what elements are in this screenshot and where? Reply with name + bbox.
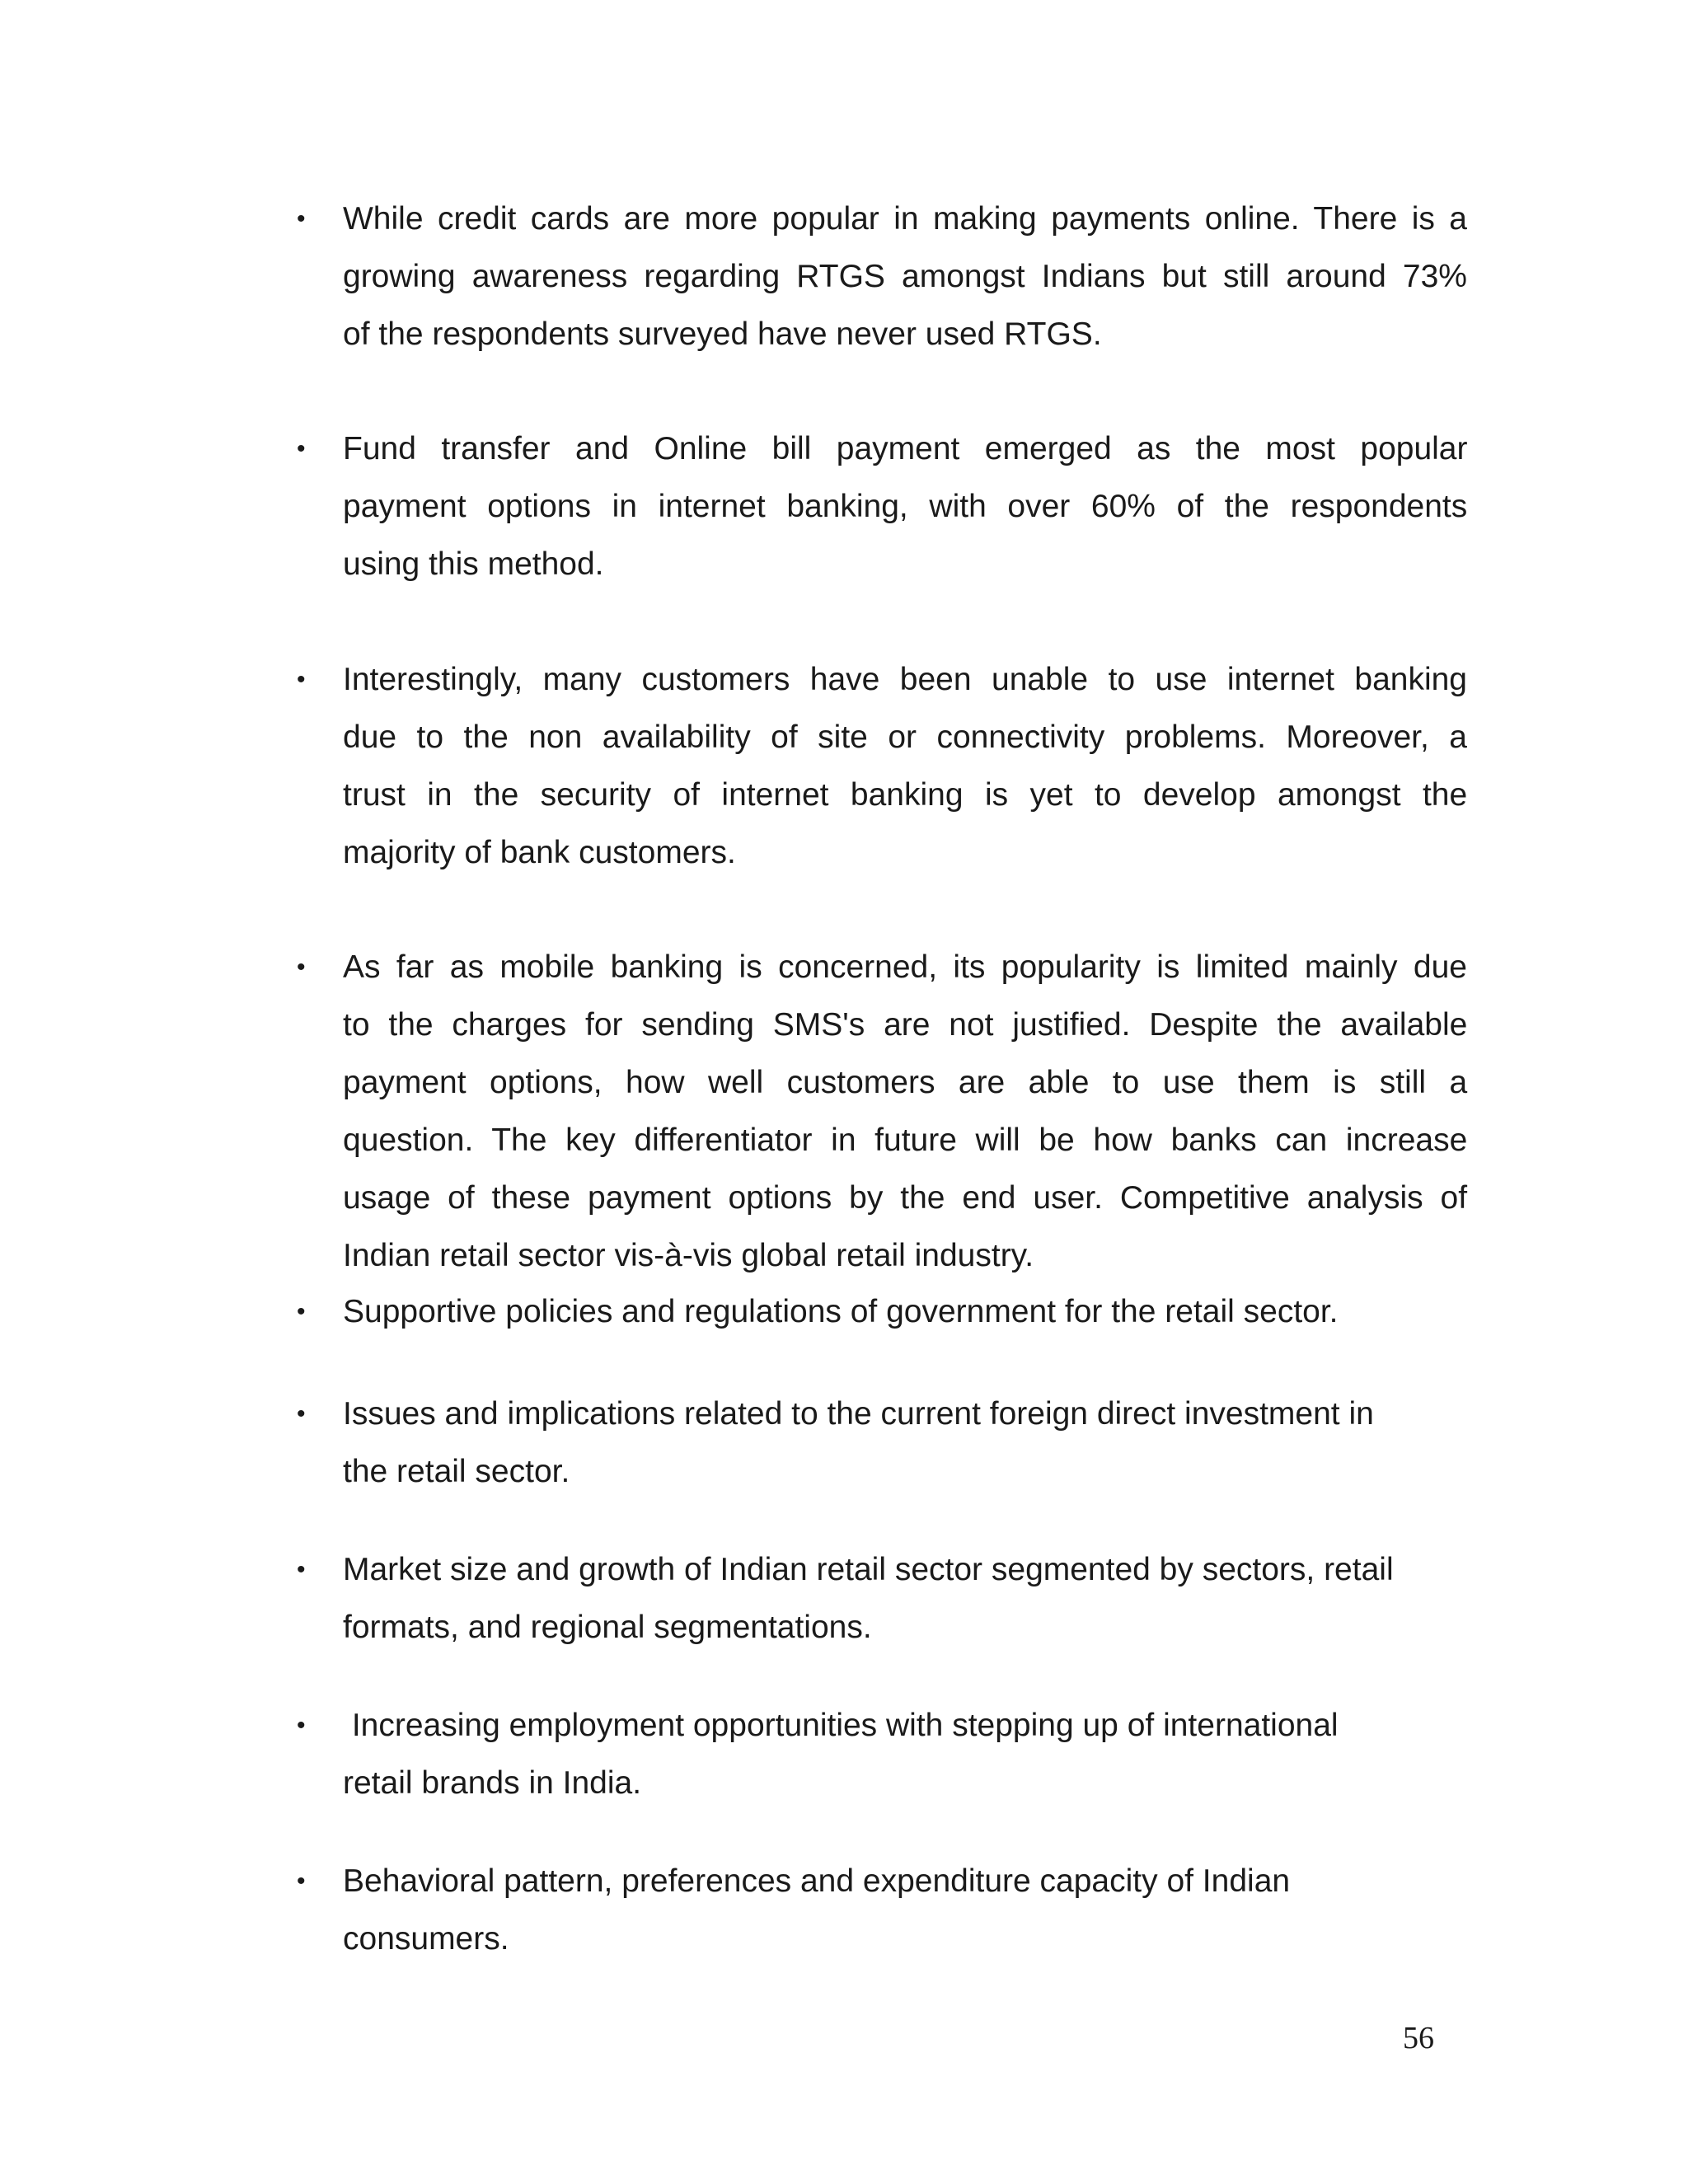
bullet-item-supportive-policies	[297, 1283, 1418, 1341]
bullet-text	[343, 1385, 1467, 1501]
bullet-text	[343, 1697, 1467, 1812]
text-line: formats, and regional segmentations.	[343, 1610, 872, 1645]
text-line: the retail sector.	[343, 1454, 570, 1489]
text-line: consumers.	[343, 1921, 509, 1957]
bullet-item-market-size	[297, 1541, 1418, 1657]
text-line: Fund transfer and Online bill payment emerged as the most popular	[343, 431, 1468, 466]
text-line: majority of bank customers.	[343, 835, 736, 870]
text-line: Supportive policies and regulations of government for the retail sector.	[343, 1294, 1339, 1329]
page-number: 56	[1403, 2021, 1434, 2055]
bullet-item-behavioral-pattern	[297, 1853, 1418, 1968]
bullet-item-interestingly	[297, 651, 1468, 882]
bullet-text	[343, 1541, 1467, 1657]
text-line: growing awareness regarding RTGS amongst Indians but still around 73%	[343, 259, 1467, 294]
text-line: question. The key differentiator in future will be how banks can increase	[343, 1122, 1468, 1158]
text-line: usage of these payment options by the end user. Competitive analysis of	[343, 1180, 1468, 1216]
bullet-marker: •	[297, 954, 306, 981]
bullet-marker: •	[297, 1400, 306, 1427]
text-line: Behavioral pattern, preferences and expenditure capacity of Indian	[343, 1863, 1291, 1899]
text-line: Market size and growth of Indian retail sector segmented by sectors, retail	[343, 1552, 1394, 1587]
text-line: to the charges for sending SMS's are not justified. Despite the available	[343, 1007, 1468, 1043]
bullet-marker: •	[297, 205, 306, 232]
bullet-item-fund-transfer	[297, 420, 1468, 593]
text-line: payment options in internet banking, with over 60% of the respondents	[343, 489, 1468, 524]
bullet-text	[343, 1853, 1467, 1968]
bullet-item-credit-cards	[297, 190, 1467, 363]
text-line: As far as mobile banking is concerned, its popularity is limited mainly due	[343, 949, 1467, 985]
text-line: Increasing employment opportunities with stepping up of international	[343, 1708, 1339, 1743]
bullet-marker: •	[297, 1712, 306, 1739]
text-line: While credit cards are more popular in making payments online. There is a	[343, 201, 1467, 237]
bullet-marker: •	[297, 666, 306, 693]
text-line: Issues and implications related to the current foreign direct investment in	[343, 1396, 1374, 1432]
bullet-marker: •	[297, 1556, 306, 1583]
text-line: of the respondents surveyed have never used RTGS.	[343, 316, 1102, 352]
bullet-text	[343, 651, 1467, 882]
bullet-item-mobile-banking	[297, 939, 1468, 1285]
bullet-item-fdi-issues	[297, 1385, 1418, 1501]
text-line: Interestingly, many customers have been unable to use internet banking	[343, 662, 1467, 697]
text-line: due to the non availability of site or connectivity problems. Moreover, a	[343, 719, 1467, 755]
bullet-text	[343, 939, 1467, 1285]
bullet-text	[343, 1283, 1467, 1341]
bullet-marker: •	[297, 1298, 306, 1325]
text-line: Indian retail sector vis-à-vis global retail industry.	[343, 1238, 1034, 1273]
text-line: trust in the security of internet banking is yet to develop amongst the	[343, 777, 1468, 813]
bullet-item-employment	[297, 1697, 1418, 1812]
bullet-text	[343, 190, 1467, 363]
bullet-marker: •	[297, 435, 306, 462]
text-line: payment options, how well customers are able to use them is still a	[343, 1065, 1468, 1100]
bullet-marker: •	[297, 1868, 306, 1895]
text-line: using this method.	[343, 546, 604, 582]
bullet-text	[343, 420, 1467, 593]
text-line: retail brands in India.	[343, 1765, 642, 1801]
